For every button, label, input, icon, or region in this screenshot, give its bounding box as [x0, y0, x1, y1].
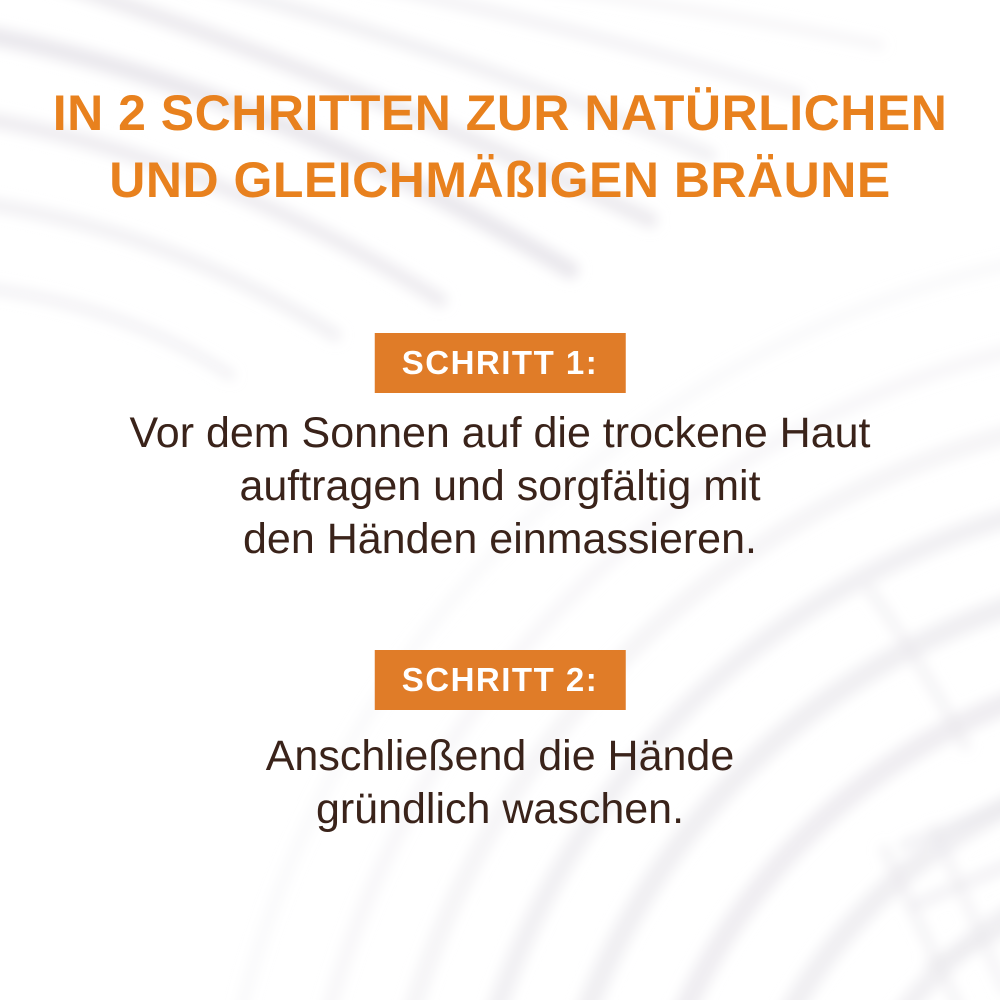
step-1-badge [375, 333, 626, 393]
step-1-instructions-line-3: den Händen einmassieren. [243, 515, 757, 563]
step-1-instructions-line-1: Vor dem Sonnen auf die trockene Haut [129, 409, 871, 457]
step-1-badge-label: SCHRITT 1: [401, 344, 599, 381]
step-2-badge-label: SCHRITT 2: [401, 661, 599, 698]
page-title-line-1: IN 2 SCHRITTEN ZUR NATÜRLICHEN [52, 85, 948, 141]
step-2-badge [375, 650, 626, 710]
step-1-instructions [0, 407, 1000, 566]
step-2-instructions-line-2: gründlich waschen. [315, 785, 685, 833]
page-title [0, 80, 1000, 214]
page-title-line-2: UND GLEICHMÄßIGEN BRÄUNE [109, 152, 891, 208]
step-2-instructions [0, 730, 1000, 836]
step-1-instructions-line-2: auftragen und sorgfältig mit [239, 462, 761, 510]
step-2-instructions-line-1: Anschließend die Hände [265, 732, 735, 780]
